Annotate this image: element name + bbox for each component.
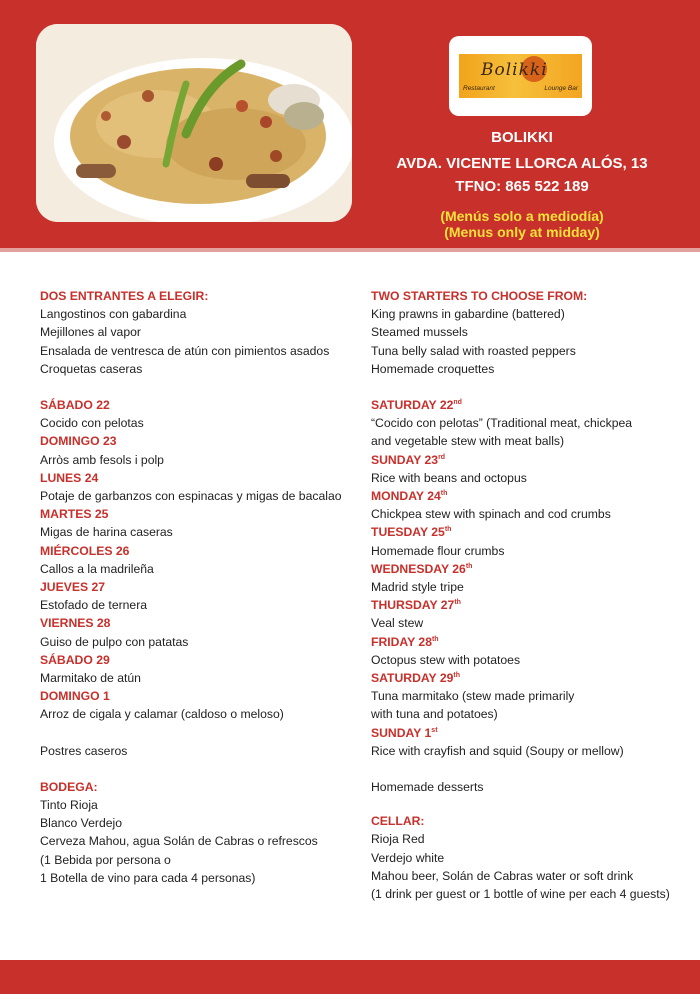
starter-item: Langostinos con gabardina [40,307,187,322]
day-dish: Chickpea stew with spinach and cod crumbs [371,507,611,522]
day-heading: WEDNESDAY 26th [371,561,473,576]
midday-note-en: (Menus only at midday) [444,224,600,240]
day-heading: VIERNES 28 [40,616,111,631]
day-dish: Cocido con pelotas [40,416,144,431]
cellar-item: Cerveza Mahou, agua Solán de Cabras o refrescos [40,834,318,849]
bolikki-logo [459,54,582,98]
starter-item: Croquetas caseras [40,361,143,376]
logo-wordmark: Bolikki [481,60,548,80]
menu-column-english [371,287,691,903]
logo-card [449,36,592,116]
desserts-line: Postres caseros [40,743,128,758]
logo-subtitle-left: Restaurant [463,85,495,92]
footer-banner [0,960,700,994]
day-heading: SÁBADO 22 [40,398,110,413]
menu-column-spanish [40,287,360,887]
day-heading: SÁBADO 29 [40,652,110,667]
day-dish: Rice with crayfish and squid (Soupy or mellow) [371,743,624,758]
day-heading: TUESDAY 25th [371,525,452,540]
day-heading: SATURDAY 22nd [371,398,462,413]
cellar-item: (1 drink per guest or 1 bottle of wine per each 4 guests) [371,887,670,902]
day-dish: “Cocido con pelotas” (Traditional meat, chickpea [371,416,633,431]
dish-photo [36,24,352,222]
day-heading: DOMINGO 23 [40,434,117,449]
day-dish: Arròs amb fesols i polp [40,452,164,467]
starter-item: Tuna belly salad with roasted peppers [371,343,576,358]
day-heading: SATURDAY 29th [371,671,461,686]
day-dish: Guiso de pulpo con patatas [40,634,189,649]
midday-note-es: (Menús solo a mediodía) [440,208,604,224]
restaurant-info [372,128,672,240]
day-heading: DOMINGO 1 [40,689,110,704]
paella-illustration [36,24,352,222]
day-dish: Estofado de ternera [40,598,148,613]
restaurant-phone: TFNO: 865 522 189 [455,178,589,195]
cellar-item: Rioja Red [371,832,425,847]
cellar-item: (1 Bebida por persona o [40,852,171,867]
starter-item: Steamed mussels [371,325,468,340]
starter-item: Homemade croquettes [371,361,495,376]
restaurant-name: BOLIKKI [491,129,553,146]
day-heading: LUNES 24 [40,470,99,485]
day-dish: Homemade flour crumbs [371,543,505,558]
day-heading: MIÉRCOLES 26 [40,543,130,558]
day-heading: MONDAY 24th [371,489,448,504]
starters-heading: TWO STARTERS TO CHOOSE FROM: [371,289,588,303]
cellar-item: 1 Botella de vino para cada 4 personas) [40,870,256,885]
day-heading: JUEVES 27 [40,580,106,595]
starter-item: Mejillones al vapor [40,325,141,340]
day-dish: Madrid style tripe [371,580,464,595]
day-dish: Migas de harina caseras [40,525,173,540]
restaurant-address: AVDA. VICENTE LLORCA ALÓS, 13 [396,155,648,172]
cellar-item: Blanco Verdejo [40,816,122,831]
day-dish: with tuna and potatoes) [371,707,498,722]
day-dish: Marmitako de atún [40,671,141,686]
cellar-heading: BODEGA: [40,779,98,794]
day-dish: Arroz de cigala y calamar (caldoso o meloso) [40,707,284,722]
header-divider [0,248,700,252]
logo-subtitle-right: Lounge Bar [544,85,578,92]
day-dish: and vegetable stew with meat balls) [371,434,565,449]
day-heading: MARTES 25 [40,507,109,522]
cellar-heading: CELLAR: [371,814,425,829]
cellar-item: Verdejo white [371,850,445,865]
day-heading: SUNDAY 1st [371,725,438,740]
day-heading: SUNDAY 23rd [371,452,446,467]
starters-heading: DOS ENTRANTES A ELEGIR: [40,289,209,303]
cellar-item: Tinto Rioja [40,798,98,813]
day-dish: Octopus stew with potatoes [371,652,521,667]
starter-item: King prawns in gabardine (battered) [371,307,565,322]
day-dish: Callos a la madrileña [40,561,154,576]
day-heading: THURSDAY 27th [371,598,461,613]
cellar-item: Mahou beer, Solán de Cabras water or soft drink [371,868,634,883]
day-dish: Tuna marmitako (stew made primarily [371,689,575,704]
starter-item: Ensalada de ventresca de atún con pimientos asados [40,343,330,358]
day-dish: Rice with beans and octopus [371,470,527,485]
desserts-line: Homemade desserts [371,780,484,795]
day-dish: Potaje de garbanzos con espinacas y migas de bacalao [40,489,342,504]
day-heading: FRIDAY 28th [371,634,439,649]
day-dish: Veal stew [371,616,424,631]
